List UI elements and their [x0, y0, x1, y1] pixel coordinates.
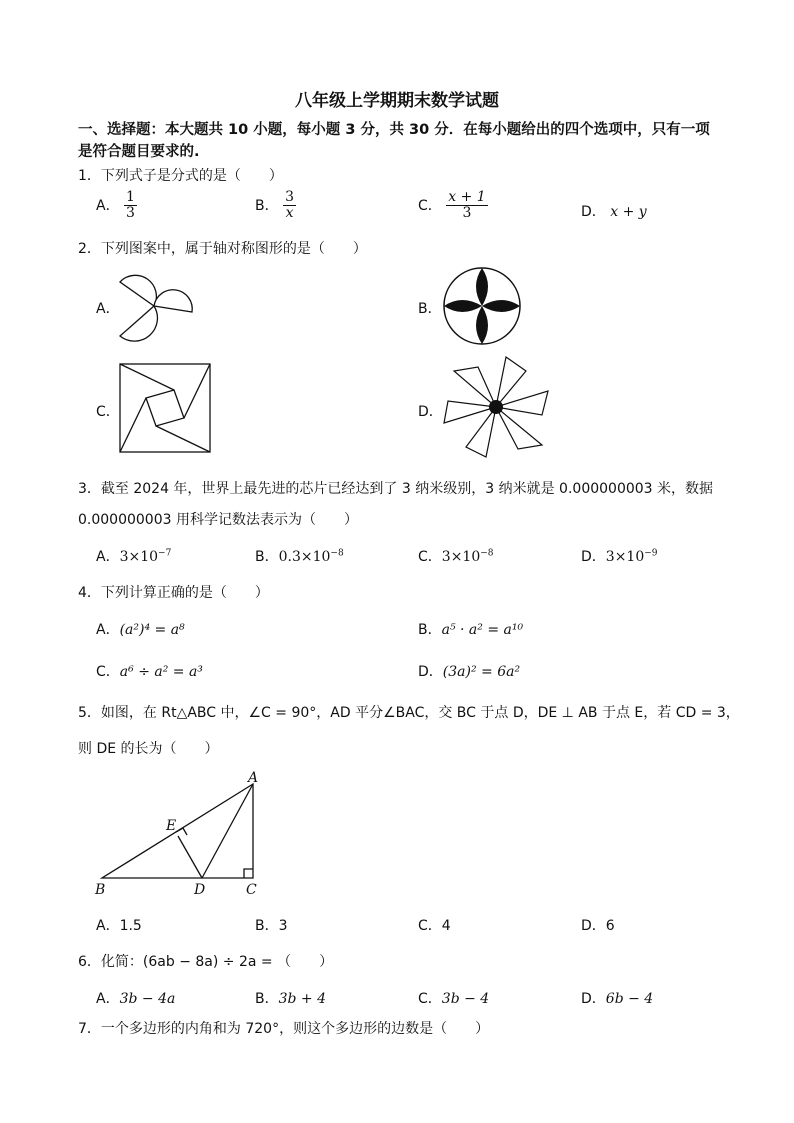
- q5-stem-line2: 则 DE 的长为（ ）: [78, 741, 219, 757]
- q5-triangle-figure: [90, 768, 270, 900]
- q6-c-expr: 3b − 4: [441, 991, 490, 1007]
- q1-a-num: 1: [126, 189, 135, 205]
- q2-b-label: B．: [418, 301, 442, 317]
- q7-stem: 7．一个多边形的内角和为 720°，则这个多边形的边数是（ ）: [78, 1021, 490, 1037]
- q1-c-num: x + 1: [448, 189, 486, 205]
- q4-d-label: D．: [418, 664, 443, 680]
- q1-option-c: [418, 190, 488, 222]
- q1-b-den: x: [285, 205, 294, 222]
- q6-a-label: A．: [96, 991, 120, 1007]
- q1-option-b: [255, 190, 296, 222]
- q4-option-c: [96, 661, 203, 681]
- q3-option-b: [255, 546, 344, 566]
- q2-figure-c-square: [118, 362, 212, 454]
- q4-b-label: B．: [418, 622, 442, 638]
- q5-label-a: A: [248, 770, 259, 786]
- q1-c-fraction: [446, 190, 487, 222]
- q3-stem-line1: 3．截至 2024 年，世界上最先进的芯片已经达到了 3 纳米级别，3 纳米就是 0.000000003 米，数据: [78, 481, 714, 497]
- q5-label-c: C: [246, 882, 257, 898]
- q4-option-d: [418, 661, 520, 681]
- q3-b-label: B．: [255, 549, 279, 565]
- q4-option-b: [418, 619, 523, 639]
- q1-b-fraction: [283, 190, 296, 222]
- q5-option-a: A．1.5: [96, 918, 142, 934]
- page-title: 八年级上学期期末数学试题: [295, 91, 499, 111]
- q4-a-label: A．: [96, 622, 120, 638]
- q3-c-label: C．: [418, 549, 442, 565]
- q1-a-den: 3: [126, 205, 135, 222]
- q4-c-expr: a⁶ ÷ a² = a³: [119, 664, 203, 680]
- q2-figure-d-windmill: [440, 353, 552, 461]
- q2-stem: 2．下列图案中，属于轴对称图形的是（ ）: [78, 241, 367, 257]
- q1-b-num: 3: [285, 189, 294, 205]
- q4-c-label: C．: [96, 664, 120, 680]
- q3-b-coef: 0.3×10: [278, 549, 331, 565]
- q4-b-expr: a⁵ · a² = a¹⁰: [441, 622, 524, 638]
- q2-figure-a-pinwheel: [112, 262, 202, 344]
- q1-a-fraction: [124, 190, 137, 222]
- q3-option-a: [96, 546, 171, 566]
- q5-stem-line1: 5．如图，在 Rt△ABC 中，∠C = 90°，AD 平分∠BAC，交 BC 于点 D，DE ⊥ AB 于点 E，若 CD = 3，: [78, 705, 740, 721]
- q6-option-a: [96, 988, 175, 1008]
- q6-b-label: B．: [255, 991, 279, 1007]
- q3-option-c: [418, 546, 494, 566]
- q6-d-expr: 6b − 4: [605, 991, 654, 1007]
- q3-d-exp: −9: [644, 548, 658, 559]
- q2-d-label: D．: [418, 404, 443, 420]
- q1-c-label: C．: [418, 197, 442, 214]
- q6-a-expr: 3b − 4a: [119, 991, 176, 1007]
- q6-c-label: C．: [418, 991, 442, 1007]
- q1-option-d: [581, 201, 647, 221]
- q3-d-coef: 3×10: [605, 549, 645, 565]
- q3-c-coef: 3×10: [441, 549, 481, 565]
- q4-a-expr: (a²)⁴ = a⁸: [119, 622, 185, 638]
- q1-d-label: D．: [581, 204, 606, 220]
- q1-d-expr: x + y: [610, 204, 647, 220]
- q6-option-c: [418, 988, 489, 1008]
- q6-b-expr: 3b + 4: [278, 991, 327, 1007]
- q5-label-d: D: [194, 882, 206, 898]
- q1-c-den: 3: [462, 205, 472, 222]
- q5-label-e: E: [166, 818, 177, 834]
- q1-stem: 1．下列式子是分式的是（ ）: [78, 168, 283, 184]
- q2-a-label: A．: [96, 301, 120, 317]
- q1-a-label: A．: [96, 197, 120, 214]
- q6-option-b: [255, 988, 326, 1008]
- q3-a-label: A．: [96, 549, 120, 565]
- q5-option-b: B．3: [255, 918, 288, 934]
- q4-stem: 4．下列计算正确的是（ ）: [78, 585, 269, 601]
- section-heading-line1: 一、选择题：本大题共 10 小题，每小题 3 分，共 30 分．在每小题给出的四个选项中，只有一项: [78, 122, 710, 138]
- q6-option-d: [581, 988, 653, 1008]
- q3-c-exp: −8: [480, 548, 494, 559]
- q1-option-a: [96, 190, 137, 222]
- q2-c-label: C．: [96, 404, 120, 420]
- q5-label-b: B: [95, 882, 106, 898]
- q5-option-d: D．6: [581, 918, 615, 934]
- q6-d-label: D．: [581, 991, 606, 1007]
- q3-a-coef: 3×10: [119, 549, 159, 565]
- q3-b-exp: −8: [330, 548, 344, 559]
- section-heading-line2: 是符合题目要求的.: [78, 144, 200, 160]
- q4-d-expr: (3a)² = 6a²: [442, 664, 521, 680]
- q3-a-exp: −7: [158, 548, 172, 559]
- q3-option-d: [581, 546, 658, 566]
- q2-figure-b-flower: [440, 264, 524, 348]
- q3-d-label: D．: [581, 549, 606, 565]
- q3-stem-line2: 0.000000003 用科学记数法表示为（ ）: [78, 512, 358, 528]
- q1-b-label: B．: [255, 197, 279, 214]
- q4-option-a: [96, 619, 185, 639]
- q5-option-c: C．4: [418, 918, 451, 934]
- q6-stem: 6．化简：(6ab − 8a) ÷ 2a = （ ）: [78, 954, 334, 970]
